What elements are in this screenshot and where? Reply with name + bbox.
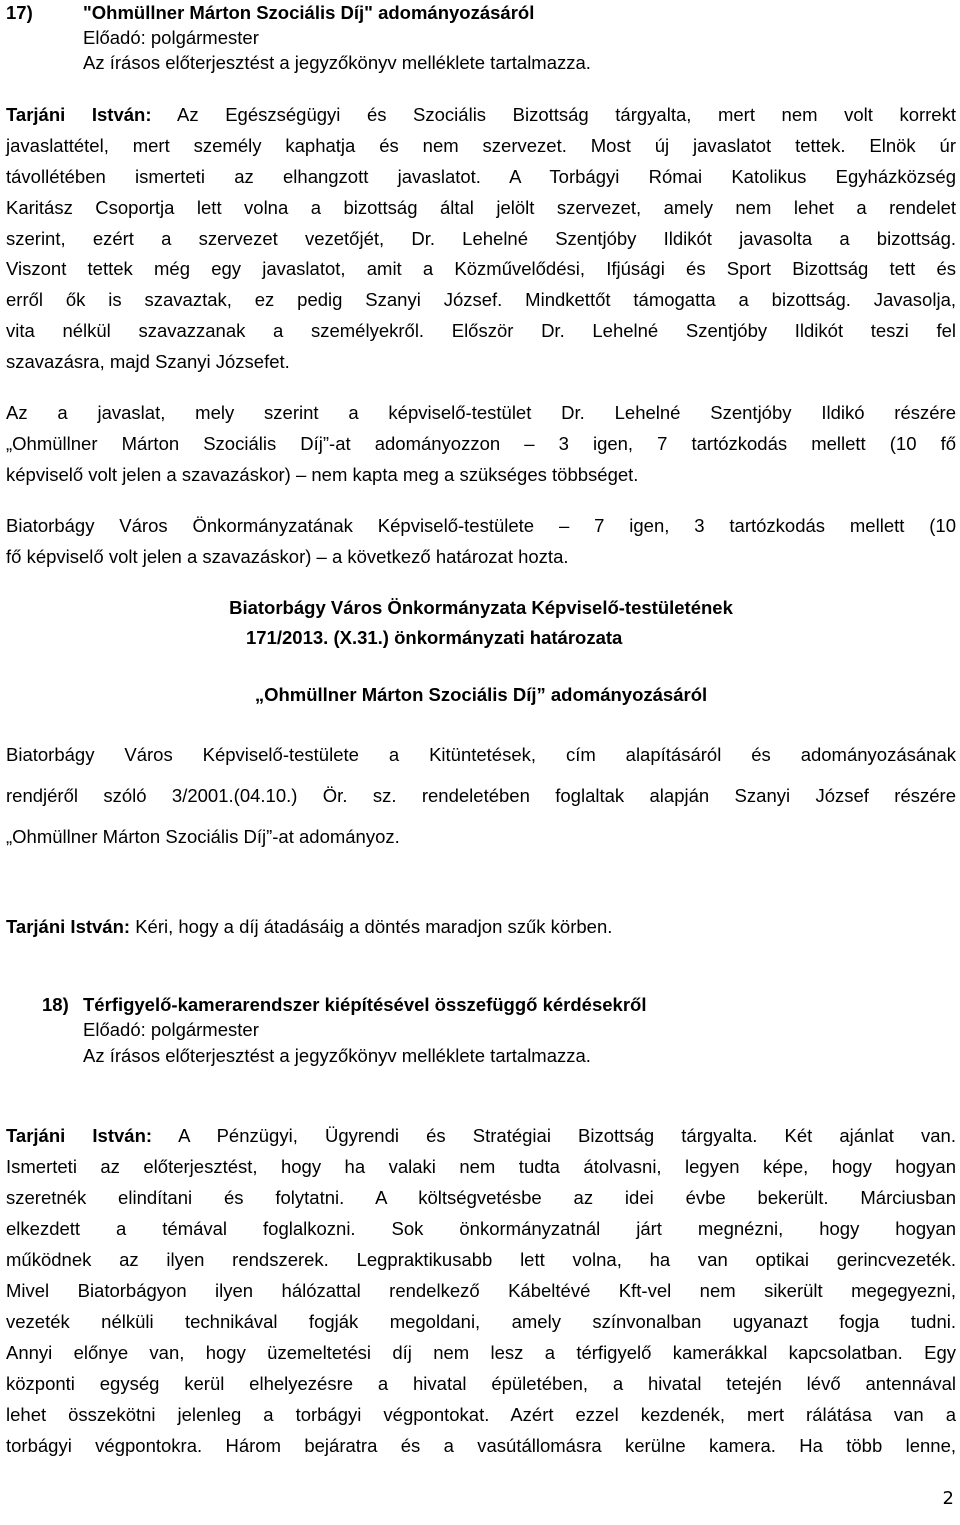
speech-line: vita nélkül szavazzanak a személyekről. Először Dr. Lehelné Szentjóby Ildikót teszi fel: [6, 320, 956, 341]
speech-line: Viszont tettek még egy javaslatot, amit a Közművelődési, Ifjúsági és Sport Bizottság tett és: [6, 258, 956, 279]
vote-result-line: Az a javaslat, mely szerint a képviselő-testület Dr. Lehelné Szentjóby Ildikó részére: [6, 402, 956, 423]
speaker-name: Tarjáni István:: [6, 916, 131, 937]
speech-line: szeretnék elindítani és folytatni. A költségvetésbe az idei évbe bekerült. Márciusban: [6, 1187, 956, 1208]
speech-line: Mivel Biatorbágyon ilyen hálózattal rendelkező Kábeltévé Kft-vel nem sikerült megegyezni,: [6, 1280, 956, 1301]
speech-line: Tarjáni István: A Pénzügyi, Ügyrendi és Stratégiai Bizottság tárgyalta. Két ajánlat van.: [6, 1125, 956, 1146]
section-title: "Ohmüllner Márton Szociális Díj" adományozásáról: [83, 2, 535, 23]
resolution-body-line: Biatorbágy Város Képviselő-testülete a Kitüntetések, cím alapításáról és adományozásának: [6, 744, 956, 765]
resolution-body-line: „Ohmüllner Márton Szociális Díj”-at adományoz.: [6, 826, 400, 847]
closing-remark: Tarjáni István: Kéri, hogy a díj átadásáig a döntés maradjon szűk körben.: [6, 916, 613, 937]
speech-line: torbágyi végpontokra. Három bejáratra és a vasútállomásra kerülne kamera. Ha több lenne,: [6, 1435, 956, 1456]
vote-result-line: Biatorbágy Város Önkormányzatának Képviselő-testülete – 7 igen, 3 tartózkodás mellett (10: [6, 515, 956, 536]
section-title: Térfigyelő-kamerarendszer kiépítésével összefüggő kérdésekről: [83, 994, 647, 1015]
resolution-subject: „Ohmüllner Márton Szociális Díj” adományozásáról: [254, 684, 708, 705]
section-number: 17): [6, 2, 33, 23]
resolution-body-line: rendjéről szóló 3/2001.(04.10.) Ör. sz. rendeletében foglaltak alapján Szanyi József részére: [6, 785, 956, 806]
speech-line: lehet összekötni jelenleg a torbágyi végpontokat. Azért ezzel kezdenék, mert rálátása van a: [6, 1404, 956, 1425]
speech-line: javaslattétel, mert személy kaphatja és nem szervezet. Most új javaslatot tettek. Elnök úr: [6, 135, 956, 156]
resolution-number: 171/2013. (X.31.) önkormányzati határozata: [246, 627, 623, 648]
speech-line: működnek az ilyen rendszerek. Legpraktikusabb lett volna, ha van optikai gerincvezeték.: [6, 1249, 956, 1270]
speech-line: központi egység kerül elhelyezésre a hivatal épületében, a hivatal tetején lévő antennával: [6, 1373, 956, 1394]
section-number: 18): [42, 994, 69, 1015]
page-number: 2: [942, 1488, 954, 1509]
speech-line: távollétében ismerteti az elhangzott javaslatot. A Torbágyi Római Katolikus Egyházközség: [6, 166, 956, 187]
presenter-line: Előadó: polgármester: [83, 1019, 259, 1040]
vote-result-line: „Ohmüllner Márton Szociális Díj”-at adományozzon – 3 igen, 7 tartózkodás mellett (10 fő: [6, 433, 956, 454]
speech-line: Ismerteti az előterjesztést, hogy ha valaki nem tudta átolvasni, legyen képe, hogy hogyan: [6, 1156, 956, 1177]
speech-line: szerint, ezért a szervezet vezetőjét, Dr. Lehelné Szentjóby Ildikót javasolta a bizottság.: [6, 228, 956, 249]
speech-line: erről ők is szavaztak, ez pedig Szanyi József. Mindkettőt támogatta a bizottság. Javasolja,: [6, 289, 956, 310]
attachment-note: Az írásos előterjesztést a jegyzőkönyv melléklete tartalmazza.: [83, 52, 591, 73]
attachment-note: Az írásos előterjesztést a jegyzőkönyv melléklete tartalmazza.: [83, 1045, 591, 1066]
vote-result-line: fő képviselő volt jelen a szavazáskor) – a következő határozat hozta.: [6, 546, 569, 567]
speaker-name: Tarjáni István:: [6, 1125, 153, 1146]
speech-line: Karitász Csoportja lett volna a bizottság által jelölt szervezet, amely nem lehet a rendelet: [6, 197, 956, 218]
speech-line: vezeték nélküli technikával fogják megoldani, amely színvonalban ugyanazt fogja tudni.: [6, 1311, 956, 1332]
speaker-name: Tarjáni István:: [6, 104, 152, 125]
speech-line: Tarjáni István: Az Egészségügyi és Szociális Bizottság tárgyalta, mert nem volt korrekt: [6, 104, 956, 125]
speech-line: elkezdett a témával foglalkozni. Sok önkormányzatnál járt megnézni, hogy hogyan: [6, 1218, 956, 1239]
presenter-line: Előadó: polgármester: [83, 27, 259, 48]
speech-line: szavazásra, majd Szanyi Józsefet.: [6, 351, 290, 372]
vote-result-line: képviselő volt jelen a szavazáskor) – nem kapta meg a szükséges többséget.: [6, 464, 639, 485]
speech-line: Annyi előnye van, hogy üzemeltetési díj nem lesz a térfigyelő kamerákkal kapcsolatban. Egy: [6, 1342, 956, 1363]
resolution-heading: Biatorbágy Város Önkormányzata Képviselő-testületének: [229, 597, 733, 618]
